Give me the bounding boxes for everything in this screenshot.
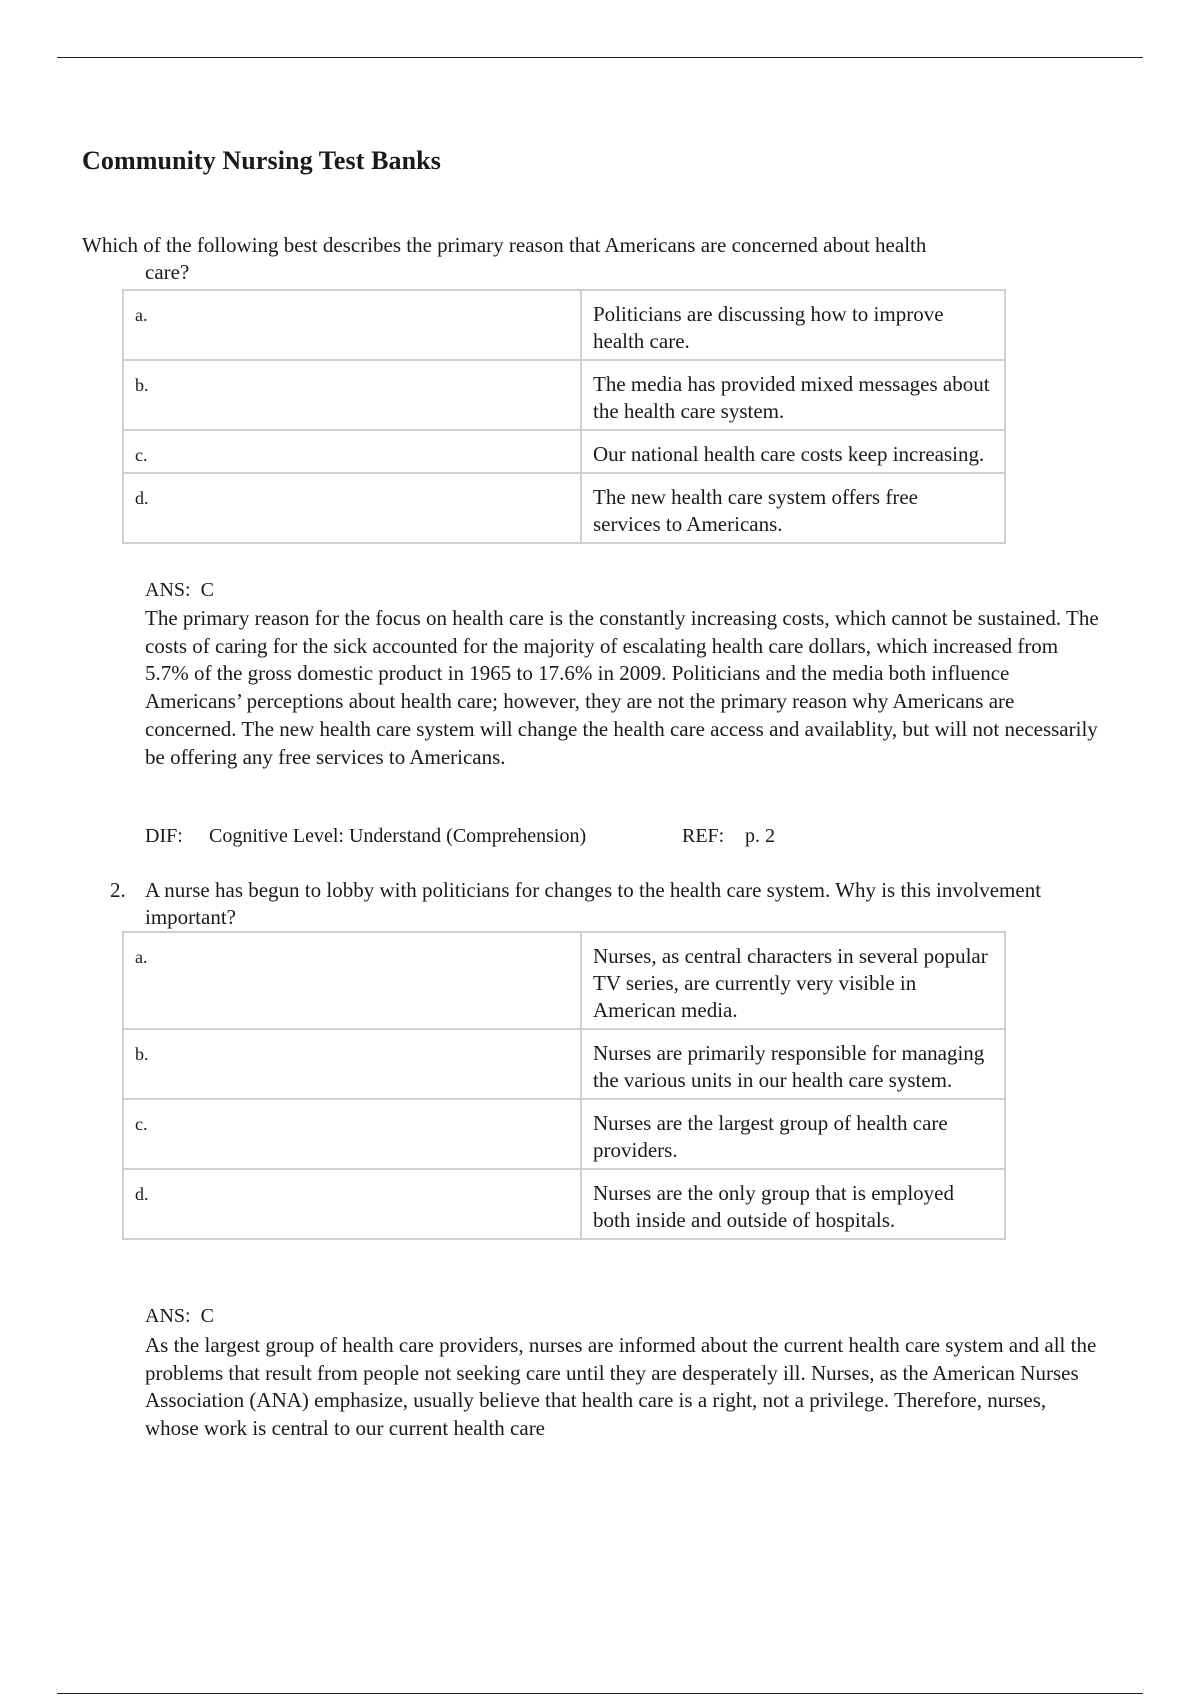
question-2-choices: [122, 931, 1006, 1240]
choice-row: [123, 1029, 1005, 1099]
question-2-stem: [110, 877, 1090, 931]
question-1-stem: [82, 232, 1092, 286]
choice-row: [123, 1169, 1005, 1239]
choice-text: The new health care system offers free services to Americans.: [581, 473, 1005, 543]
question-1-meta: [145, 825, 1045, 848]
answer-value: C: [200, 1305, 214, 1327]
question-2-rationale: As the largest group of health care providers, nurses are informed about the current health care system and all the problems that result from people not seeking care until they are desperately ill. Nurses, as the American Nurses Association (ANA) emphasize, usually believe that health care is a right, not a privilege. Therefore, nurses, whose work is central to our current health care: [145, 1333, 1097, 1441]
choice-row: [123, 430, 1005, 473]
answer-label: ANS:: [145, 579, 191, 601]
choice-letter: b.: [123, 360, 581, 430]
answer-label: ANS:: [145, 1305, 191, 1327]
question-number: 2.: [110, 878, 126, 902]
choice-letter: d.: [123, 1169, 581, 1239]
ref-value: p. 2: [745, 825, 775, 847]
choice-text: Nurses, as central characters in several popular TV series, are currently very visible in American media.: [581, 932, 1005, 1029]
choice-row: [123, 473, 1005, 543]
choice-text: The media has provided mixed messages about the health care system.: [581, 360, 1005, 430]
question-2-answer: [145, 1305, 214, 1328]
dif-value: Cognitive Level: Understand (Comprehension): [209, 825, 587, 847]
question-1-stem-line1: Which of the following best describes the primary reason that Americans are concerned about health: [82, 233, 927, 257]
choice-row: [123, 290, 1005, 360]
question-2-stem-text: A nurse has begun to lobby with politicians for changes to the health care system. Why is this involvement important?: [145, 878, 1042, 929]
ref-label: REF:: [682, 825, 725, 847]
question-1-stem-line2: care?: [145, 260, 190, 284]
choice-row: [123, 932, 1005, 1029]
question-1-choices: [122, 289, 1006, 544]
choice-text: Nurses are the largest group of health care providers.: [581, 1099, 1005, 1169]
header-rule: [57, 57, 1143, 58]
choice-row: [123, 1099, 1005, 1169]
answer-value: C: [200, 579, 214, 601]
choice-letter: b.: [123, 1029, 581, 1099]
choice-letter: c.: [123, 1099, 581, 1169]
dif-label: DIF:: [145, 825, 183, 847]
choice-text: Our national health care costs keep increasing.: [581, 430, 1005, 473]
choice-letter: d.: [123, 473, 581, 543]
choice-row: [123, 360, 1005, 430]
choice-letter: a.: [123, 290, 581, 360]
question-1-answer: [145, 579, 214, 602]
choice-letter: c.: [123, 430, 581, 473]
choice-text: Nurses are the only group that is employed both inside and outside of hospitals.: [581, 1169, 1005, 1239]
choice-text: Politicians are discussing how to improve health care.: [581, 290, 1005, 360]
choice-text: Nurses are primarily responsible for managing the various units in our health care system.: [581, 1029, 1005, 1099]
choice-letter: a.: [123, 932, 581, 1029]
page-title: Community Nursing Test Banks: [82, 146, 441, 175]
question-1-rationale: The primary reason for the focus on health care is the constantly increasing costs, which cannot be sustained. The costs of caring for the sick accounted for the majority of escalating health care dollars, which increased from 5.7% of the gross domestic product in 1965 to 17.6% in 2009. Politicians and the media both influence Americans’ perceptions about health care; however, they are not the primary reason why Americans are concerned. The new health care system will change the health care access and availablity, but will not necessarily be offering any free services to Americans.: [145, 606, 1099, 769]
footer-rule: [57, 1693, 1143, 1694]
